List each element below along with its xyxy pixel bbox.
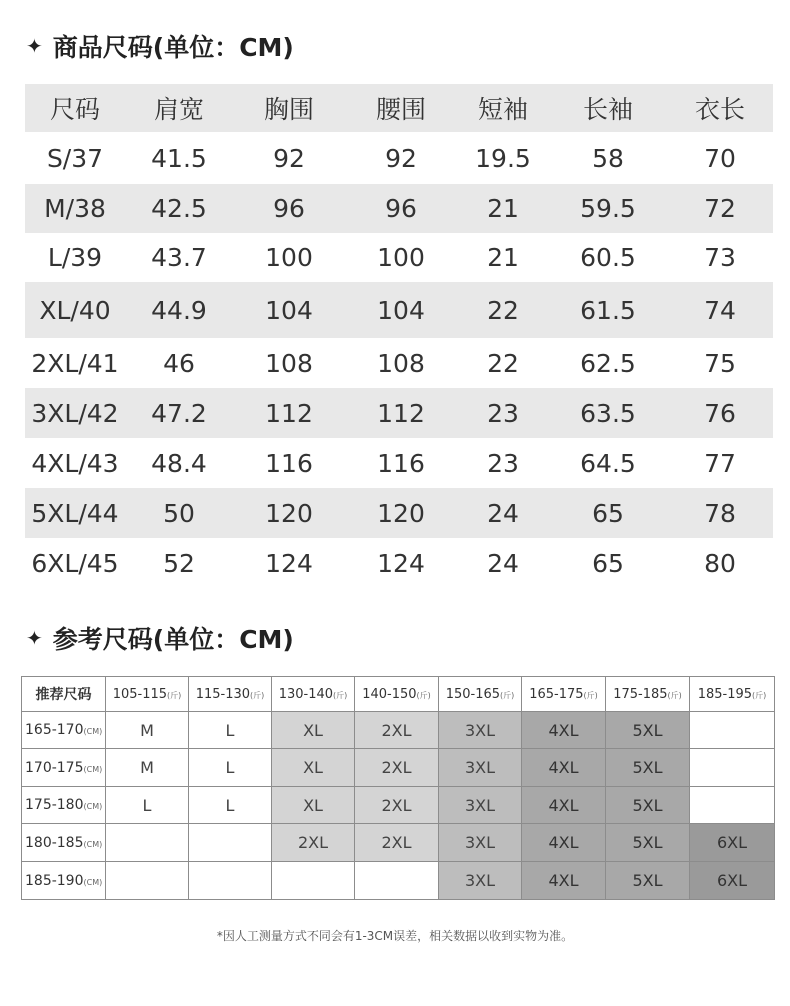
size-label-cell: 6XL/45 (31, 548, 119, 578)
measurement-cell: 47.2 (151, 398, 207, 428)
measurement-cell: 124 (265, 548, 313, 578)
reference-table-row (22, 749, 775, 787)
height-range-cell (22, 712, 106, 749)
height-range-label: 175-180 (25, 797, 84, 813)
measurement-cell: 63.5 (580, 398, 636, 428)
measurement-cell: 44.9 (151, 295, 207, 325)
size-label-cell: XL/40 (39, 295, 111, 325)
weight-unit-label: (斤) (752, 690, 767, 700)
recommended-size-cell: 2XL (355, 712, 439, 749)
height-range-label: 180-185 (25, 834, 84, 851)
recommended-size-cell: 2XL (272, 824, 355, 862)
measurement-cell: 23 (487, 398, 519, 428)
measurement-cell: 21 (487, 243, 519, 272)
measurement-cell: 73 (704, 243, 736, 272)
recommended-size-cell: XL (272, 749, 355, 787)
size-table-row (25, 488, 773, 538)
weight-range-label: 105-115 (112, 686, 168, 702)
measurement-cell: 120 (265, 498, 313, 528)
measurement-cell: 65 (592, 548, 624, 578)
weight-range-header (189, 677, 272, 712)
measurement-cell: 104 (265, 295, 313, 325)
height-range-label: 170-175 (25, 759, 84, 776)
height-range-label: 185-190 (25, 872, 84, 889)
measurement-cell: 112 (377, 398, 425, 428)
recommended-size-cell: 5XL (606, 712, 690, 749)
size-label-cell: S/37 (46, 143, 104, 173)
size-column-header: 腰围 (375, 95, 426, 124)
size-table-row (25, 538, 773, 588)
measurement-cell: 46 (163, 348, 195, 378)
empty-size-cell (106, 824, 189, 862)
measurement-cell: 60.5 (580, 243, 636, 272)
size-table-row (25, 338, 773, 388)
weight-range-header (606, 677, 690, 712)
reference-table-header (22, 677, 775, 712)
measurement-cell: 22 (487, 295, 519, 325)
height-range-label: 165-170 (25, 722, 84, 738)
measurement-cell: 116 (265, 448, 313, 478)
recommended-size-cell: 5XL (606, 862, 690, 900)
measurement-cell: 92 (273, 143, 305, 173)
weight-unit-label: (斤) (333, 690, 348, 700)
weight-range-header (355, 677, 439, 712)
recommended-size-cell: L (106, 787, 189, 824)
size-chart-title: 商品尺码(单位：CM) (52, 33, 294, 62)
reference-table-row (22, 824, 775, 862)
reference-table-row (22, 712, 775, 749)
recommended-size-cell: M (106, 749, 189, 787)
measurement-cell: 62.5 (580, 348, 636, 378)
height-unit-label: (CM) (83, 764, 103, 774)
measurement-cell: 75 (704, 348, 736, 378)
measurement-cell: 21 (487, 194, 519, 223)
recommended-size-cell: 6XL (690, 824, 775, 862)
size-column-header: 衣长 (694, 95, 745, 124)
measurement-cell: 78 (704, 498, 736, 528)
size-table-row (25, 184, 773, 233)
weight-range-label: 175-185 (613, 686, 668, 702)
size-table-header (25, 84, 773, 132)
measurement-cell: 50 (163, 498, 195, 528)
weight-range-header (106, 677, 189, 712)
measurement-footnote: *因人工测量方式不同会有1-3CM误差，相关数据以收到实物为准。 (216, 929, 574, 943)
measurement-cell: 108 (265, 348, 313, 378)
recommended-size-cell: 6XL (690, 862, 775, 900)
reference-chart-heading (26, 618, 294, 658)
size-label-cell: 2XL/41 (31, 348, 119, 378)
recommended-size-cell: L (189, 787, 272, 824)
recommended-size-cell: 4XL (522, 749, 606, 787)
measurement-cell: 92 (385, 143, 417, 173)
recommended-size-cell: 3XL (439, 862, 522, 900)
height-unit-label: (CM) (83, 802, 103, 811)
weight-range-header (522, 677, 606, 712)
measurement-cell: 100 (265, 243, 313, 272)
measurement-cell: 24 (487, 498, 519, 528)
recommended-size-cell: 2XL (355, 787, 439, 824)
measurement-cell: 104 (377, 295, 425, 325)
size-table-row (25, 438, 773, 488)
weight-range-header (439, 677, 522, 712)
weight-range-label: 165-175 (529, 686, 584, 702)
measurement-cell: 72 (704, 194, 736, 223)
height-unit-label: (CM) (83, 727, 103, 736)
recommended-size-cell: 5XL (606, 824, 690, 862)
empty-size-cell (189, 862, 272, 900)
measurement-cell: 61.5 (580, 295, 636, 325)
recommended-size-cell: 3XL (439, 712, 522, 749)
recommended-size-cell: 2XL (355, 824, 439, 862)
size-column-header: 长袖 (582, 95, 633, 124)
height-range-cell (22, 824, 106, 862)
recommended-size-cell: L (189, 749, 272, 787)
weight-range-header (272, 677, 355, 712)
weight-range-label: 140-150 (362, 686, 417, 702)
measurement-cell: 124 (377, 548, 425, 578)
size-table-row (25, 132, 773, 184)
reference-table-row (22, 862, 775, 900)
measurement-cell: 100 (377, 243, 425, 272)
size-table-row (25, 282, 773, 338)
measurement-cell: 41.5 (151, 143, 207, 173)
measurement-cell: 24 (487, 548, 519, 578)
measurement-cell: 43.7 (151, 243, 207, 272)
measurement-cell: 64.5 (580, 448, 636, 478)
size-column-header: 肩宽 (153, 95, 204, 124)
recommended-size-cell: 4XL (522, 824, 606, 862)
height-unit-label: (CM) (83, 877, 103, 887)
measurement-cell: 65 (592, 498, 624, 528)
empty-size-cell (106, 862, 189, 900)
recommended-size-cell: M (106, 712, 189, 749)
size-table-row (25, 388, 773, 438)
empty-size-cell (355, 862, 439, 900)
measurement-cell: 96 (385, 194, 417, 223)
height-range-cell (22, 787, 106, 824)
recommended-size-cell: L (189, 712, 272, 749)
weight-unit-label: (斤) (500, 690, 515, 700)
empty-size-cell (272, 862, 355, 900)
empty-size-cell (189, 824, 272, 862)
recommended-size-cell: 2XL (355, 749, 439, 787)
size-label-cell: L/39 (47, 243, 103, 272)
reference-table-row (22, 787, 775, 824)
measurement-cell: 112 (265, 398, 313, 428)
size-label-cell: M/38 (44, 194, 106, 223)
measurement-cell: 108 (377, 348, 425, 378)
weight-unit-label: (斤) (250, 690, 265, 700)
weight-range-label: 150-165 (445, 686, 501, 702)
weight-unit-label: (斤) (416, 690, 431, 700)
measurement-cell: 76 (704, 398, 736, 428)
weight-range-label: 185-195 (697, 686, 753, 702)
empty-size-cell (690, 749, 775, 787)
measurement-cell: 80 (704, 548, 736, 578)
measurement-cell: 59.5 (580, 194, 636, 223)
recommended-size-corner-label: 推荐尺码 (22, 677, 106, 712)
sparkle-icon: ✦ (26, 626, 43, 650)
measurement-cell: 52 (163, 548, 195, 578)
size-table (25, 84, 773, 588)
measurement-cell: 70 (704, 143, 736, 173)
height-range-cell (22, 862, 106, 900)
recommended-size-cell: 3XL (439, 787, 522, 824)
measurement-cell: 74 (704, 295, 736, 325)
size-label-cell: 5XL/44 (31, 498, 119, 528)
weight-range-label: 130-140 (278, 686, 334, 702)
weight-unit-label: (斤) (583, 690, 598, 700)
size-chart-heading (26, 26, 294, 66)
recommended-size-cell: 3XL (439, 824, 522, 862)
measurement-cell: 42.5 (151, 194, 207, 223)
measurement-cell: 22 (487, 348, 519, 378)
measurement-cell: 58 (592, 143, 624, 173)
measurement-cell: 96 (273, 194, 305, 223)
size-label-cell: 4XL/43 (31, 448, 119, 478)
recommended-size-cell: XL (272, 712, 355, 749)
measurement-cell: 120 (377, 498, 425, 528)
recommended-size-cell: XL (272, 787, 355, 824)
weight-unit-label: (斤) (167, 690, 182, 700)
weight-range-label: 115-130 (195, 686, 251, 702)
weight-unit-label: (斤) (667, 690, 682, 700)
size-column-header: 短袖 (477, 95, 528, 124)
height-unit-label: (CM) (83, 839, 103, 849)
measurement-cell: 48.4 (151, 448, 207, 478)
recommended-size-cell: 4XL (522, 787, 606, 824)
measurement-cell: 19.5 (475, 143, 531, 173)
measurement-cell: 77 (704, 448, 736, 478)
reference-chart-title: 参考尺码(单位：CM) (52, 625, 294, 654)
weight-range-header (690, 677, 775, 712)
measurement-cell: 23 (487, 448, 519, 478)
recommended-size-cell: 4XL (522, 862, 606, 900)
recommended-size-cell: 5XL (606, 787, 690, 824)
size-label-cell: 3XL/42 (31, 398, 119, 428)
recommended-size-cell: 5XL (606, 749, 690, 787)
empty-size-cell (690, 712, 775, 749)
size-table-row (25, 233, 773, 282)
measurement-cell: 116 (377, 448, 425, 478)
recommended-size-cell: 4XL (522, 712, 606, 749)
empty-size-cell (690, 787, 775, 824)
reference-size-table (21, 676, 775, 900)
recommended-size-cell: 3XL (439, 749, 522, 787)
size-column-header: 胸围 (263, 95, 314, 124)
height-range-cell (22, 749, 106, 787)
size-column-header: 尺码 (49, 95, 100, 124)
sparkle-icon: ✦ (26, 34, 43, 58)
